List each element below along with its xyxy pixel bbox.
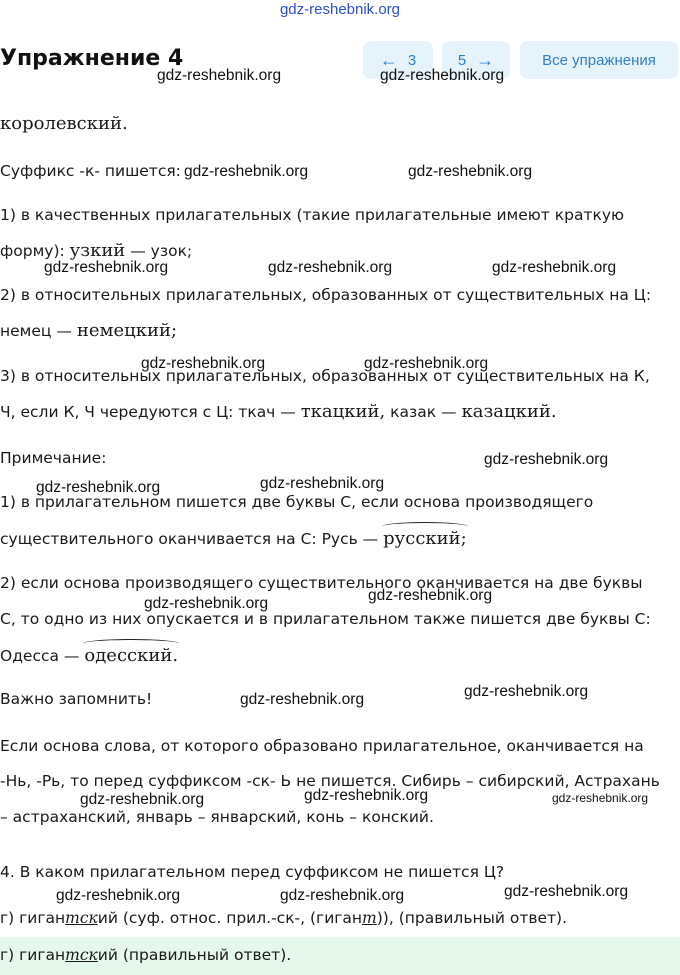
- text-line: Одесса — одесский.: [0, 645, 178, 666]
- watermark: gdz-reshebnik.org: [304, 787, 429, 804]
- example-word: ткацкий,: [300, 401, 386, 422]
- text-line: 1) в прилагательном пишется две буквы С, если основа производящего: [0, 493, 594, 511]
- text-line: Ч, если К, Ч чередуются с Ц: ткач — ткацкий, казак — казацкий.: [0, 401, 557, 422]
- watermark: gdz-reshebnik.org: [464, 683, 589, 700]
- example-word: одесский.: [84, 645, 178, 666]
- top-watermark: gdz-reshebnik.org: [279, 1, 401, 18]
- text-line: форму): узкий — узок;: [0, 240, 193, 261]
- watermark: gdz-reshebnik.org: [240, 691, 365, 708]
- answer-explanation: г) гигантский (суф. относ. прил.-ск-, (гигант)), (правильный ответ).: [0, 909, 568, 927]
- all-exercises-button[interactable]: [520, 41, 678, 79]
- watermark: gdz-reshebnik.org: [44, 259, 169, 276]
- text-line: -Нь, -Рь, то перед суффиксом -ск- Ь не пишется. Сибирь – сибирский, Астрахань: [0, 772, 660, 790]
- watermark: gdz-reshebnik.org: [80, 791, 205, 808]
- text-line: С, то одно из них опускается и в прилагательном также пишется две буквы С:: [0, 610, 651, 628]
- question-text: 4. В каком прилагательном перед суффиксом не пишется Ц?: [0, 863, 505, 881]
- text-line: Важно запомнить!: [0, 690, 153, 708]
- text-line: Суффикс -к- пишется:: [0, 162, 181, 180]
- all-exercises-label: Все упражнения: [542, 51, 656, 69]
- exercise-header: [0, 40, 680, 84]
- arrow-left-icon: ←: [379, 49, 398, 70]
- watermark: gdz-reshebnik.org: [364, 355, 489, 372]
- text-line: Примечание:: [0, 449, 107, 467]
- example-word: казацкий.: [461, 401, 557, 422]
- text-line: 3) в относительных прилагательных, образованных от существительных на К,: [0, 367, 650, 385]
- text-line: 2) если основа производящего существительного оканчивается на две буквы: [0, 574, 643, 592]
- watermark: gdz-reshebnik.org: [380, 67, 505, 84]
- correct-answer-box: [0, 937, 680, 975]
- watermark: gdz-reshebnik.org: [492, 259, 617, 276]
- page-title: Упражнение 4: [0, 46, 184, 71]
- example-word: узкий: [69, 240, 126, 261]
- watermark: gdz-reshebnik.org: [36, 479, 161, 496]
- watermark: gdz-reshebnik.org: [260, 475, 385, 492]
- text-line: существительного оканчивается на С: Русь — русский;: [0, 528, 467, 549]
- watermark: gdz-reshebnik.org: [184, 163, 309, 180]
- example-word: немецкий;: [76, 320, 178, 341]
- watermark: gdz-reshebnik.org: [504, 883, 629, 900]
- watermark: gdz-reshebnik.org: [144, 595, 269, 612]
- correct-answer-text: г) гигантский (правильный ответ).: [0, 946, 292, 964]
- text-line: королевский.: [0, 113, 128, 134]
- watermark: gdz-reshebnik.org: [157, 67, 282, 84]
- text-line: Если основа слова, от которого образовано прилагательное, оканчивается на: [0, 737, 644, 755]
- text-line: 1) в качественных прилагательных (такие прилагательные имеют краткую: [0, 206, 625, 224]
- watermark: gdz-reshebnik.org: [368, 587, 493, 604]
- watermark: gdz-reshebnik.org: [56, 887, 181, 904]
- watermark: gdz-reshebnik.org: [280, 887, 405, 904]
- next-exercise-label: 5: [457, 51, 467, 69]
- arrow-right-icon: →: [476, 49, 495, 70]
- prev-exercise-label: 3: [407, 51, 417, 69]
- text-line: 2) в относительных прилагательных, образованных от существительных на Ц:: [0, 286, 652, 304]
- watermark: gdz-reshebnik.org: [408, 163, 533, 180]
- watermark: gdz-reshebnik.org: [141, 355, 266, 372]
- watermark: gdz-reshebnik.org: [268, 259, 393, 276]
- text-line: немец — немецкий;: [0, 320, 178, 341]
- watermark: gdz-reshebnik.org: [484, 451, 609, 468]
- example-word: русский;: [383, 528, 467, 549]
- text-line: – астраханский, январь – январский, конь – конский.: [0, 808, 434, 826]
- watermark: gdz-reshebnik.org: [552, 791, 649, 805]
